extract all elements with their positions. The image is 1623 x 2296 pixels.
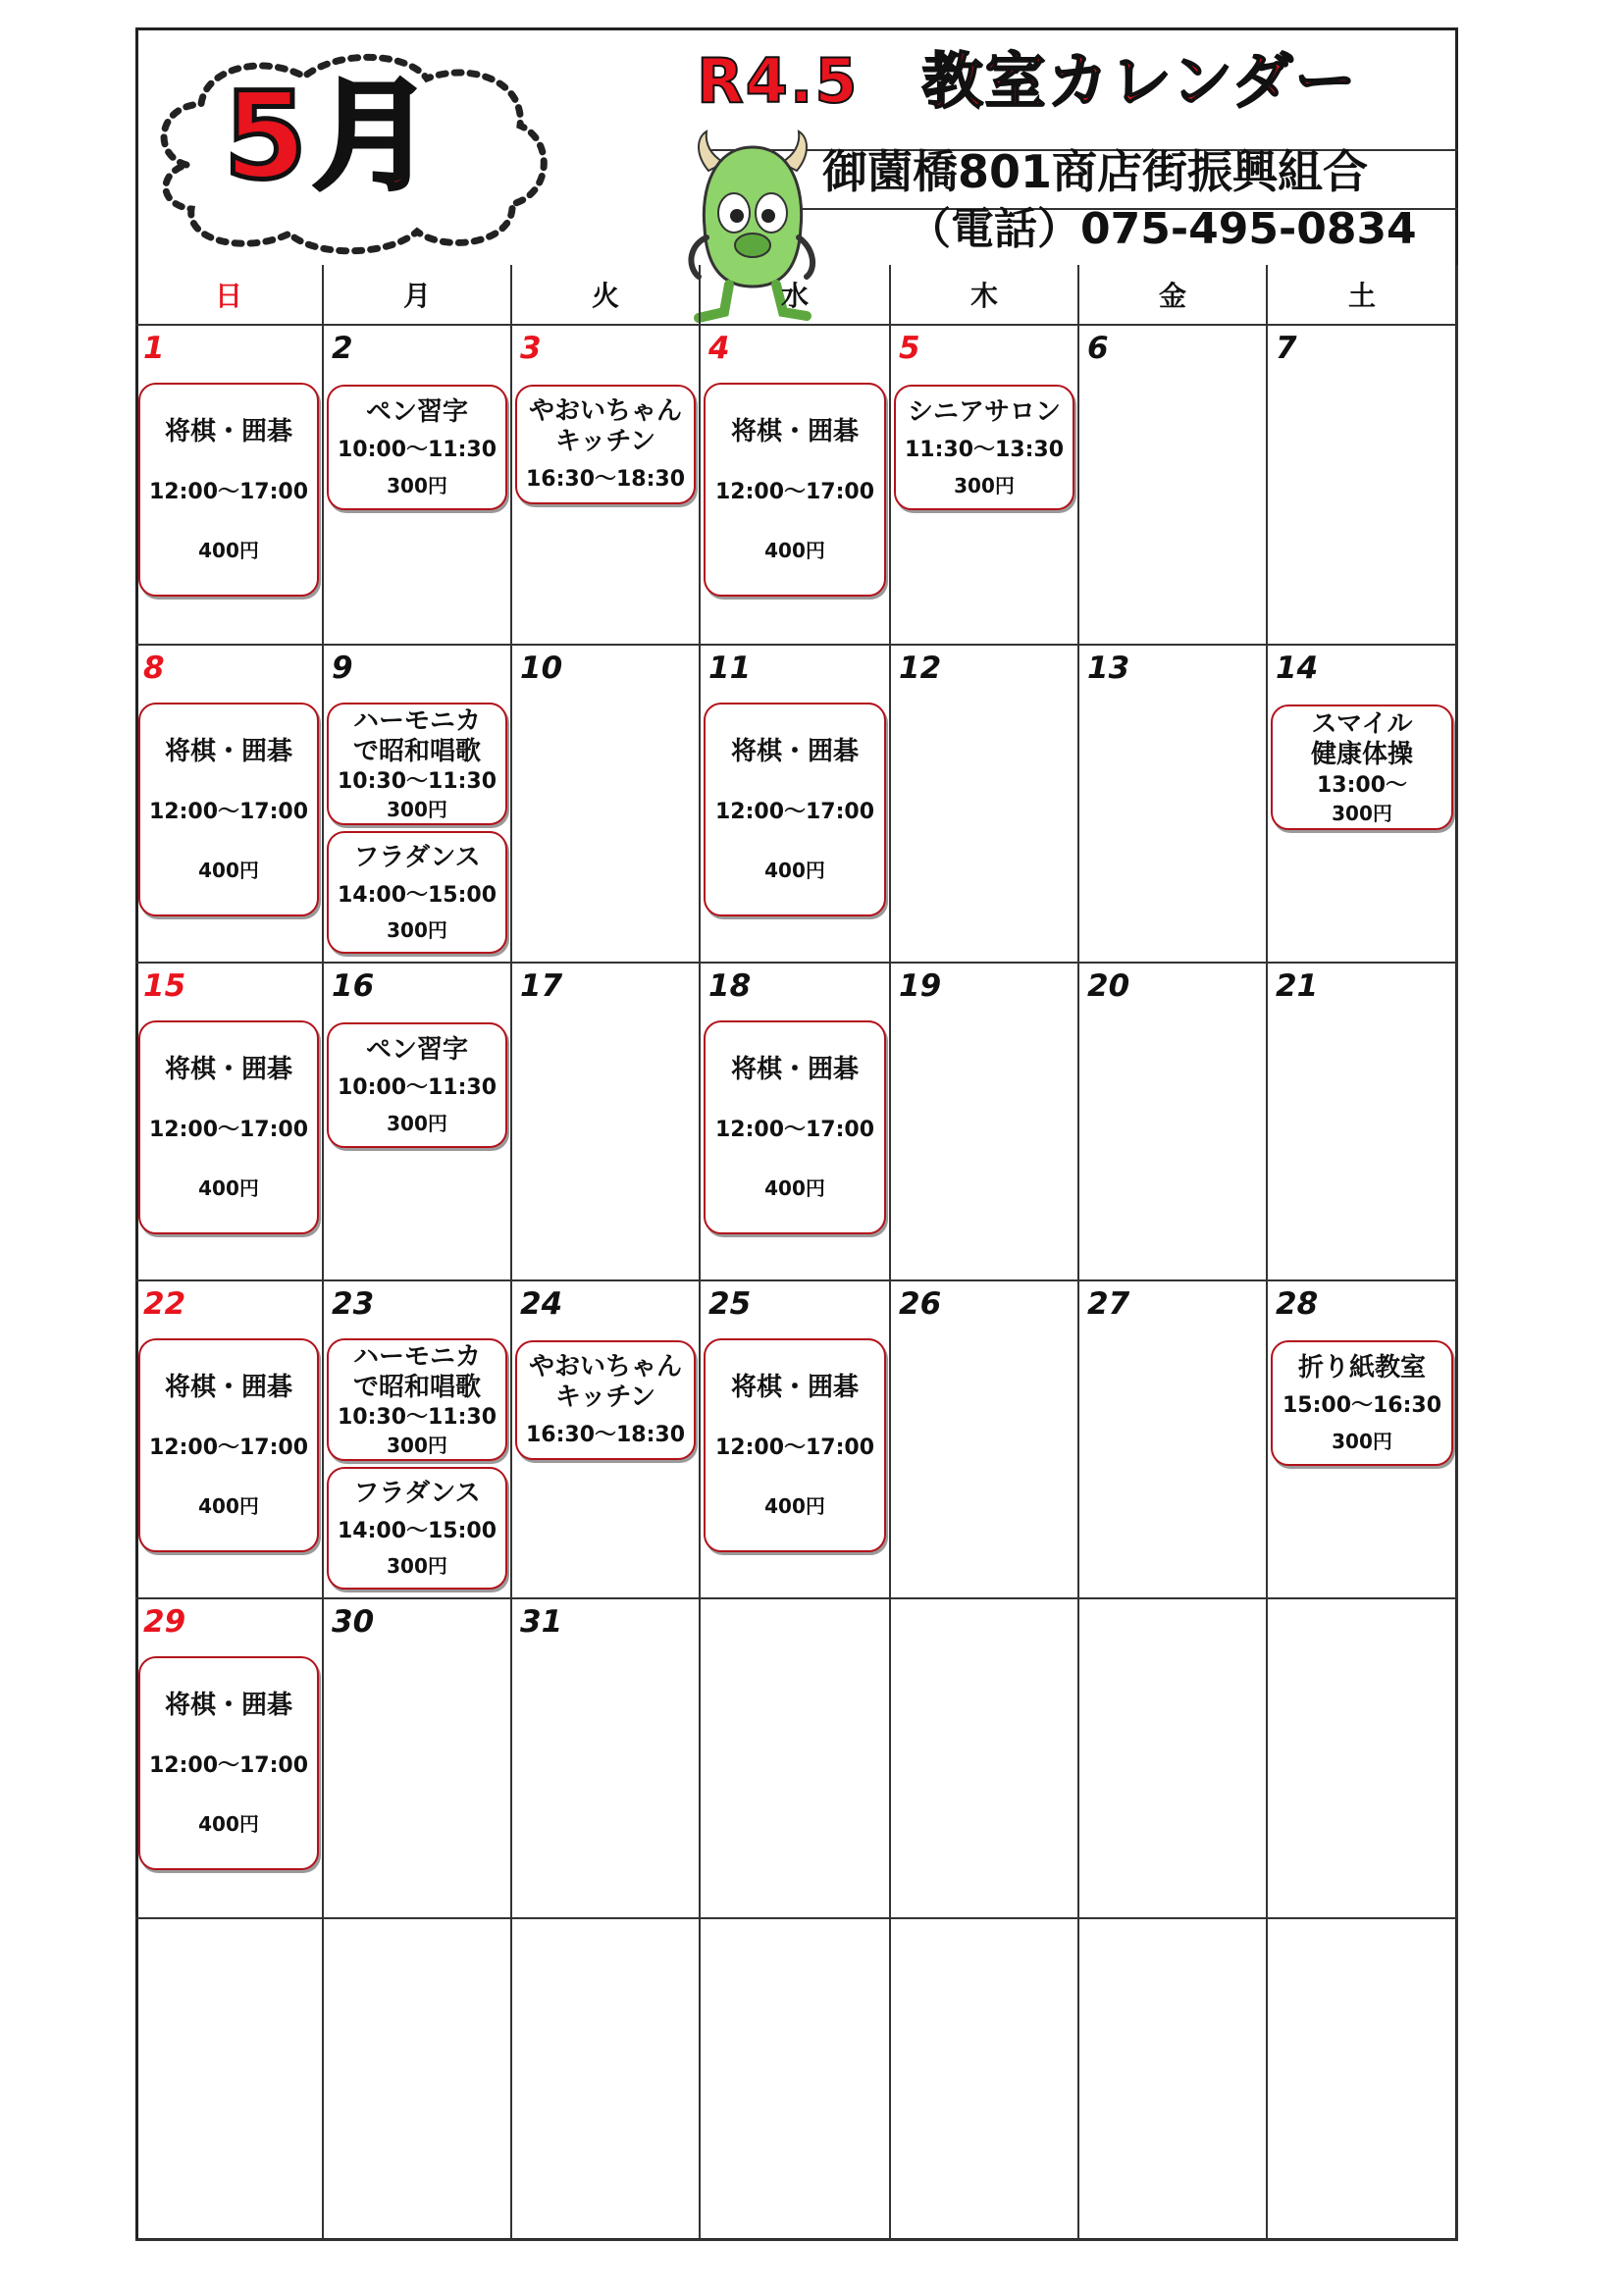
calendar-day-cell: [1268, 326, 1458, 646]
weekday-header: 木: [891, 265, 1079, 326]
calendar-day-cell: [701, 646, 891, 964]
event-time: 10:00〜11:30: [337, 438, 497, 463]
calendar-day-cell: [324, 646, 512, 964]
day-number: 22: [143, 1286, 186, 1322]
class-event: [327, 703, 507, 825]
calendar-day-cell: [701, 964, 891, 1281]
weekday-header: 日: [135, 265, 324, 326]
class-event: [138, 1338, 319, 1552]
event-name: 折り紙教室: [1297, 1352, 1426, 1383]
calendar-day-cell: [135, 964, 324, 1281]
class-event: [515, 385, 696, 504]
day-number: 7: [1276, 331, 1297, 366]
event-price: 300円: [1332, 802, 1392, 826]
event-price: 400円: [198, 858, 259, 882]
event-time: 13:00〜: [1316, 772, 1408, 798]
class-event: [138, 1020, 319, 1234]
day-number: 18: [708, 968, 752, 1004]
day-number: 5: [899, 331, 920, 366]
calendar-day-cell: [701, 326, 891, 646]
event-price: 400円: [198, 1493, 259, 1518]
class-event: [894, 385, 1074, 510]
weekday-header: 金: [1079, 265, 1268, 326]
event-time: 10:00〜11:30: [337, 1075, 497, 1101]
class-event: [704, 1020, 886, 1234]
day-number: 12: [899, 651, 942, 686]
event-time: 12:00〜17:00: [148, 1118, 309, 1143]
event-time: 12:00〜17:00: [148, 1435, 309, 1461]
calendar-day-cell: [324, 1281, 512, 1599]
event-name: フラダンス: [353, 842, 481, 872]
event-time: 12:00〜17:00: [714, 480, 875, 505]
calendar-day-cell: [891, 326, 1079, 646]
event-price: 300円: [1332, 1430, 1392, 1454]
event-name: 将棋・囲碁: [730, 737, 859, 767]
day-number: 31: [520, 1604, 563, 1640]
event-price: 400円: [764, 858, 825, 882]
calendar-day-cell: [135, 1281, 324, 1599]
event-time: 14:00〜15:00: [337, 1518, 497, 1543]
event-price: 400円: [764, 538, 825, 562]
calendar-day-cell: [135, 1919, 324, 2241]
calendar-day-cell: [135, 1599, 324, 1919]
day-number: 26: [899, 1286, 942, 1322]
calendar-day-cell: [324, 964, 512, 1281]
day-number: 13: [1087, 651, 1130, 686]
day-number: 20: [1087, 968, 1130, 1004]
class-event: [138, 703, 319, 916]
event-name: スマイル 健康体操: [1310, 708, 1413, 769]
event-price: 300円: [387, 1112, 447, 1136]
calendar-day-cell: [1079, 1919, 1268, 2241]
event-name: フラダンス: [353, 1478, 481, 1508]
calendar-day-cell: [701, 1599, 891, 1919]
calendar-day-cell: [891, 1919, 1079, 2241]
day-number: 9: [332, 651, 353, 686]
class-event: [704, 703, 886, 916]
calendar-day-cell: [324, 1919, 512, 2241]
day-number: 10: [520, 651, 563, 686]
calendar-day-cell: [324, 326, 512, 646]
event-price: 300円: [387, 797, 447, 821]
day-number: 17: [520, 968, 563, 1004]
weekday-header: 火: [512, 265, 701, 326]
event-time: 12:00〜17:00: [148, 1753, 309, 1779]
day-number: 28: [1276, 1286, 1319, 1322]
calendar-day-cell: [512, 1599, 701, 1919]
event-name: 将棋・囲碁: [730, 1373, 859, 1403]
day-number: 2: [332, 331, 353, 366]
calendar-day-cell: [512, 1281, 701, 1599]
day-number: 3: [520, 331, 542, 366]
calendar-day-cell: [1268, 646, 1458, 964]
event-price: 400円: [198, 1175, 259, 1200]
calendar-day-cell: [512, 326, 701, 646]
event-name: 将棋・囲碁: [164, 737, 292, 767]
calendar-day-cell: [891, 1599, 1079, 1919]
month-label: 5月: [224, 67, 439, 206]
day-number: 27: [1087, 1286, 1130, 1322]
calendar-day-cell: [891, 964, 1079, 1281]
day-number: 8: [143, 651, 165, 686]
calendar-day-cell: [1268, 1281, 1458, 1599]
calendar-title: R4.5 教室カレンダー: [697, 45, 1358, 117]
day-number: 30: [332, 1604, 375, 1640]
day-number: 19: [899, 968, 942, 1004]
class-event: [1271, 1340, 1453, 1466]
calendar-grid: [135, 265, 1458, 2241]
weekday-header: 水: [701, 265, 891, 326]
class-event: [327, 1338, 507, 1461]
class-event: [138, 383, 319, 597]
event-time: 12:00〜17:00: [714, 1118, 875, 1143]
day-number: 16: [332, 968, 375, 1004]
event-name: シニアサロン: [907, 396, 1061, 427]
class-event: [327, 831, 507, 954]
calendar-day-cell: [135, 646, 324, 964]
day-number: 6: [1087, 331, 1109, 366]
event-name: ハーモニカ で昭和唱歌: [352, 706, 481, 767]
event-time: 16:30〜18:30: [525, 1422, 686, 1447]
calendar-day-cell: [512, 646, 701, 964]
day-number: 25: [708, 1286, 752, 1322]
event-name: 将棋・囲碁: [730, 417, 859, 447]
calendar-day-cell: [512, 964, 701, 1281]
weekday-header: 月: [324, 265, 512, 326]
day-number: 29: [143, 1604, 186, 1640]
day-number: 4: [708, 331, 730, 366]
calendar-day-cell: [891, 646, 1079, 964]
event-name: やおいちゃん キッチン: [528, 395, 682, 456]
calendar-day-cell: [1268, 1599, 1458, 1919]
calendar-day-cell: [1079, 1281, 1268, 1599]
event-price: 300円: [954, 474, 1015, 498]
class-event: [327, 1467, 507, 1590]
event-name: ペン習字: [365, 396, 468, 427]
event-time: 12:00〜17:00: [714, 800, 875, 825]
calendar-day-cell: [135, 326, 324, 646]
event-name: やおいちゃん キッチン: [528, 1351, 682, 1412]
calendar-day-cell: [1268, 1919, 1458, 2241]
class-event: [1271, 704, 1453, 830]
calendar-day-cell: [1268, 964, 1458, 1281]
class-event: [515, 1340, 696, 1460]
class-event: [327, 1022, 507, 1148]
event-name: 将棋・囲碁: [164, 1055, 292, 1085]
calendar-day-cell: [701, 1281, 891, 1599]
event-time: 11:30〜13:30: [904, 438, 1065, 463]
day-number: 14: [1276, 651, 1319, 686]
event-time: 14:00〜15:00: [337, 882, 497, 908]
calendar-day-cell: [701, 1919, 891, 2241]
class-event: [138, 1656, 319, 1870]
event-time: 12:00〜17:00: [148, 800, 309, 825]
event-price: 300円: [387, 918, 447, 943]
event-name: ハーモニカ で昭和唱歌: [352, 1342, 481, 1403]
class-event: [704, 1338, 886, 1552]
phone-number: （電話）075-495-0834: [908, 204, 1417, 254]
calendar-day-cell: [324, 1599, 512, 1919]
event-price: 400円: [198, 1811, 259, 1836]
event-time: 12:00〜17:00: [148, 480, 309, 505]
event-price: 400円: [764, 1493, 825, 1518]
calendar-day-cell: [1079, 646, 1268, 964]
event-name: 将棋・囲碁: [164, 1691, 292, 1721]
event-name: ペン習字: [365, 1034, 468, 1065]
weekday-header: 土: [1268, 265, 1458, 326]
event-price: 400円: [198, 538, 259, 562]
day-number: 15: [143, 968, 186, 1004]
event-price: 400円: [764, 1175, 825, 1200]
calendar-day-cell: [1079, 1599, 1268, 1919]
organization-name: 御薗橋801商店街振興組合: [822, 145, 1369, 198]
calendar-day-cell: [891, 1281, 1079, 1599]
day-number: 21: [1276, 968, 1319, 1004]
event-time: 10:30〜11:30: [337, 1405, 497, 1431]
event-name: 将棋・囲碁: [730, 1055, 859, 1085]
day-number: 24: [520, 1286, 563, 1322]
event-time: 12:00〜17:00: [714, 1435, 875, 1461]
day-number: 11: [708, 651, 752, 686]
event-price: 300円: [387, 474, 447, 498]
calendar-day-cell: [1079, 964, 1268, 1281]
calendar-day-cell: [512, 1919, 701, 2241]
event-price: 300円: [387, 1433, 447, 1457]
class-event: [327, 385, 507, 510]
event-time: 16:30〜18:30: [525, 466, 686, 492]
class-event: [704, 383, 886, 597]
event-name: 将棋・囲碁: [164, 417, 292, 447]
event-name: 将棋・囲碁: [164, 1373, 292, 1403]
day-number: 23: [332, 1286, 375, 1322]
event-time: 10:30〜11:30: [337, 769, 497, 795]
event-price: 300円: [387, 1554, 447, 1579]
day-number: 1: [143, 331, 165, 366]
event-time: 15:00〜16:30: [1282, 1393, 1442, 1419]
calendar-day-cell: [1079, 326, 1268, 646]
